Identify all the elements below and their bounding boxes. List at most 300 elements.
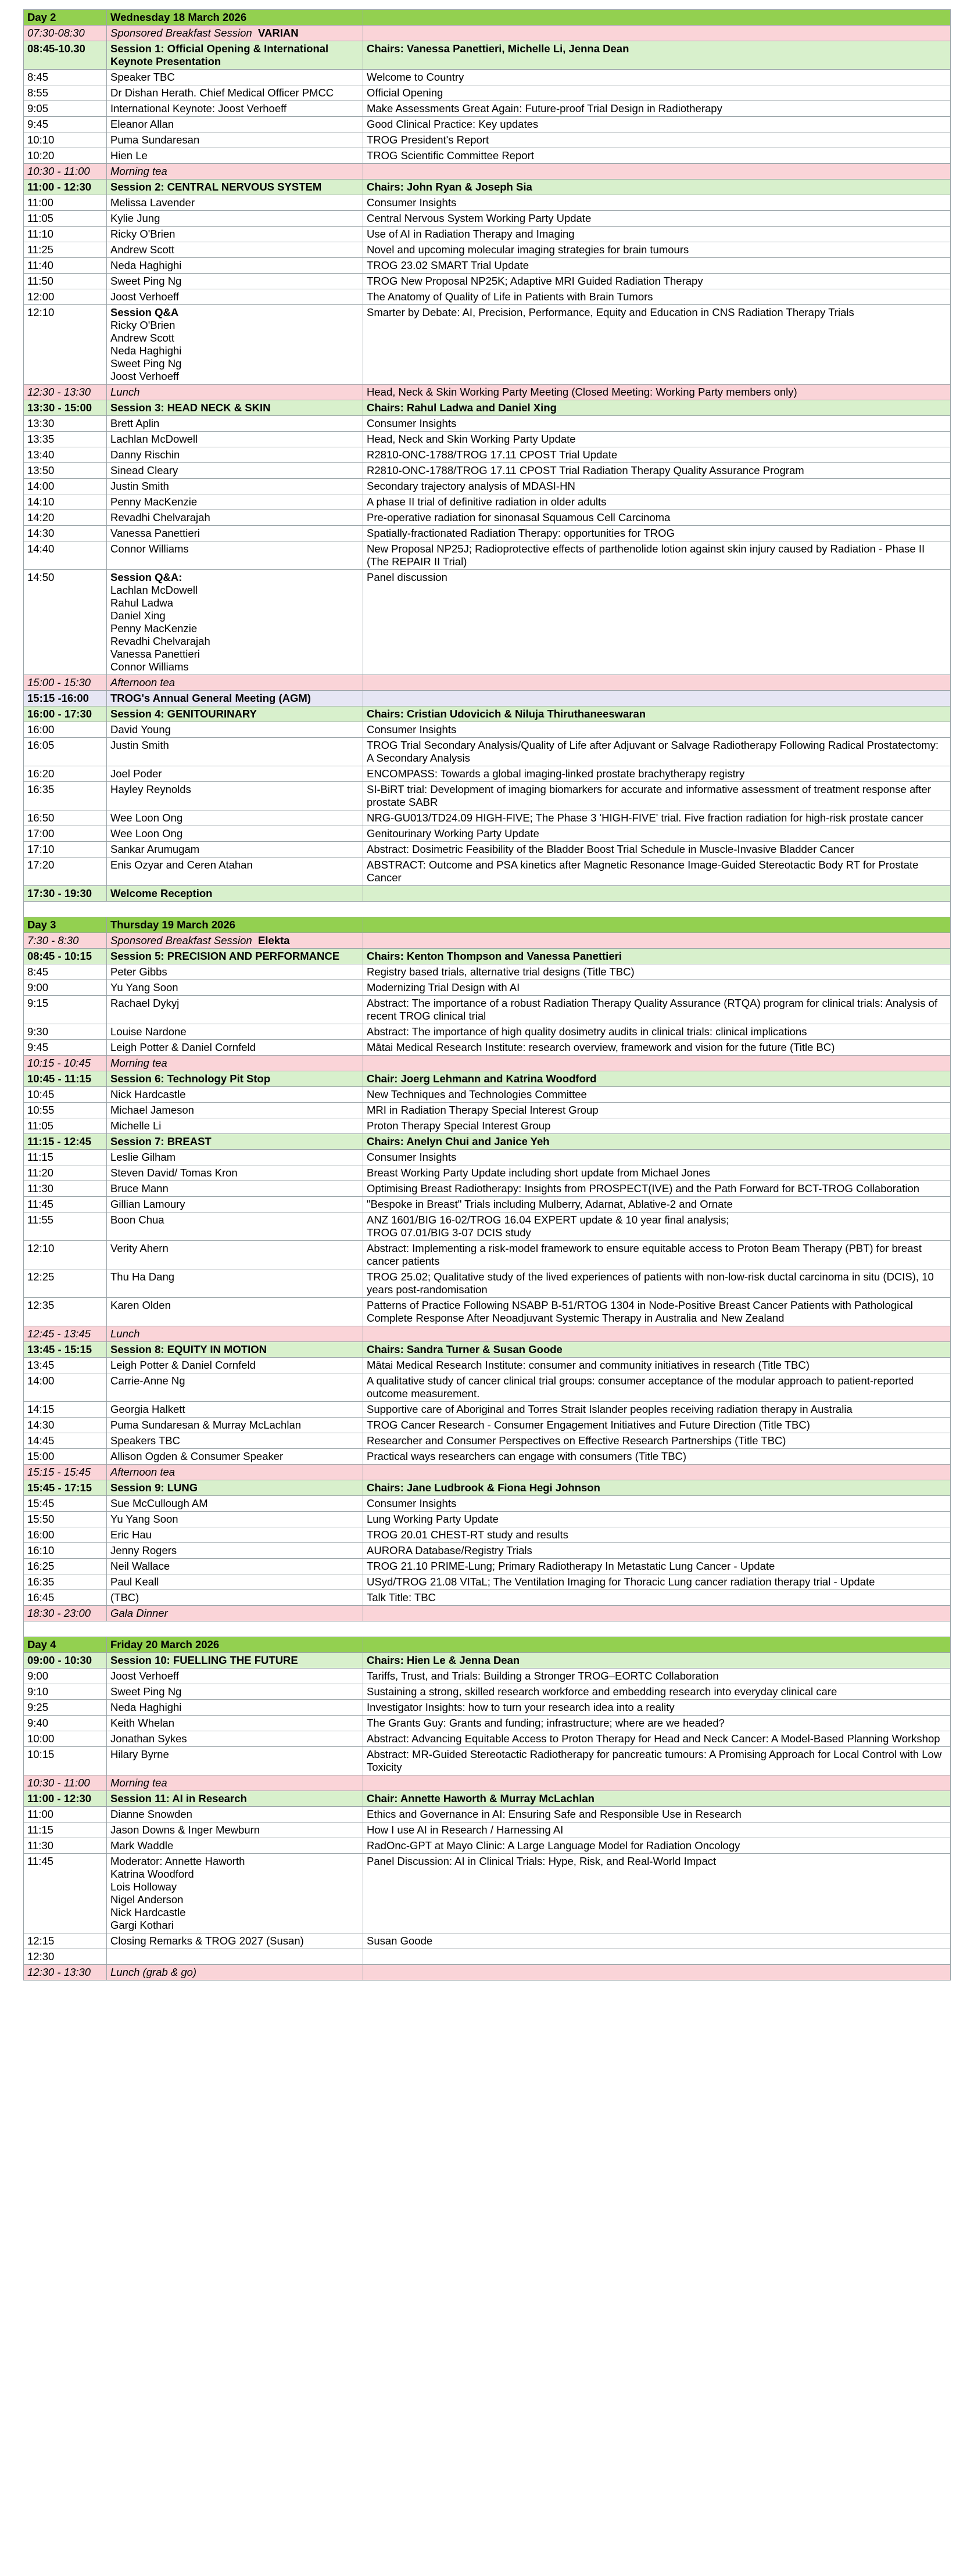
description-cell: Sustaining a strong, skilled research workforce and embedding research into everyday clinical care <box>363 1684 951 1700</box>
description-cell: Abstract: The importance of a robust Radiation Therapy Quality Assurance (RTQA) program for clinical trials: Analysis of recent TROG clinical trial <box>363 996 951 1024</box>
description-cell <box>363 1775 951 1791</box>
time-cell: 11:25 <box>24 242 107 258</box>
title-cell: Yu Yang Soon <box>107 1512 363 1527</box>
time-cell: 10:20 <box>24 148 107 164</box>
description-cell: TROG Scientific Committee Report <box>363 148 951 164</box>
title-cell: Kylie Jung <box>107 211 363 227</box>
break-row <box>24 675 951 691</box>
description-cell: New Techniques and Technologies Committee <box>363 1087 951 1103</box>
talk-row <box>24 1241 951 1269</box>
time-cell: 17:20 <box>24 858 107 886</box>
panel-member: Nigel Anderson <box>110 1893 184 1906</box>
title-cell: Dr Dishan Herath. Chief Medical Officer PMCC <box>107 85 363 101</box>
title-cell: Louise Nardone <box>107 1024 363 1040</box>
talk-row <box>24 1165 951 1181</box>
time-cell: 11:45 <box>24 1854 107 1933</box>
time-cell: 11:40 <box>24 258 107 274</box>
time-cell: 11:30 <box>24 1181 107 1197</box>
title-cell: Hilary Byrne <box>107 1747 363 1775</box>
talk-row <box>24 1358 951 1373</box>
time-cell: 11:15 <box>24 1150 107 1165</box>
description-cell: Tariffs, Trust, and Trials: Building a Stronger TROG–EORTC Collaboration <box>363 1669 951 1684</box>
session-header-row <box>24 1342 951 1358</box>
panel-member: Joost Verhoeff <box>110 370 179 382</box>
time-cell: 11:45 <box>24 1197 107 1212</box>
description-cell: Abstract: MR-Guided Stereotactic Radiotherapy for pancreatic tumours: A Promising Approach for Local Control with Low Toxicity <box>363 1747 951 1775</box>
title-cell: Sankar Arumugam <box>107 842 363 858</box>
title-cell: (TBC) <box>107 1590 363 1606</box>
title-cell: Lunch <box>107 385 363 400</box>
description-cell <box>363 675 951 691</box>
time-cell: 9:15 <box>24 996 107 1024</box>
description-cell <box>363 886 951 902</box>
talk-row <box>24 1150 951 1165</box>
talk-row <box>24 479 951 494</box>
talk-row <box>24 1716 951 1731</box>
time-cell: 16:50 <box>24 810 107 826</box>
panel-member: Nick Hardcastle <box>110 1906 186 1918</box>
description-cell <box>363 1326 951 1342</box>
talk-row <box>24 1949 951 1965</box>
description-cell: NRG-GU013/TD24.09 HIGH-FIVE; The Phase 3 'HIGH-FIVE' trial. Five fraction radiation for high-risk prostate cancer <box>363 810 951 826</box>
description-cell: "Bespoke in Breast" Trials including Mulberry, Adarnat, Ablative-2 and Ornate <box>363 1197 951 1212</box>
description-cell: Genitourinary Working Party Update <box>363 826 951 842</box>
title-cell <box>107 305 363 385</box>
title-cell: Morning tea <box>107 164 363 180</box>
title-cell: Eleanor Allan <box>107 117 363 132</box>
description-cell: Consumer Insights <box>363 416 951 432</box>
description-cell: Mātai Medical Research Institute: research overview, framework and vision for the future (Title BC) <box>363 1040 951 1056</box>
panel-member: Andrew Scott <box>110 332 175 344</box>
time-cell: 13:45 - 15:15 <box>24 1342 107 1358</box>
talk-row <box>24 1087 951 1103</box>
description-cell: Use of AI in Radiation Therapy and Imaging <box>363 227 951 242</box>
description-cell: Official Opening <box>363 85 951 101</box>
time-cell: 15:15 -16:00 <box>24 691 107 706</box>
title-cell: Jenny Rogers <box>107 1543 363 1559</box>
description-cell: Chair: Annette Haworth & Murray McLachlan <box>363 1791 951 1807</box>
session-header-row <box>24 706 951 722</box>
program-table <box>23 9 951 1981</box>
talk-row <box>24 738 951 766</box>
talk-row <box>24 148 951 164</box>
description-cell: Panel discussion <box>363 570 951 675</box>
session-header-row <box>24 949 951 964</box>
title-cell: Hien Le <box>107 148 363 164</box>
time-cell: 15:00 <box>24 1449 107 1465</box>
title-cell: Carrie-Anne Ng <box>107 1373 363 1402</box>
talk-row <box>24 1807 951 1822</box>
talk-row <box>24 211 951 227</box>
time-cell: 11:00 - 12:30 <box>24 1791 107 1807</box>
break-row <box>24 1775 951 1791</box>
time-cell: 12:30 - 13:30 <box>24 385 107 400</box>
description-cell <box>363 10 951 26</box>
panel-member: Neda Haghighi <box>110 345 182 357</box>
talk-row <box>24 1433 951 1449</box>
description-cell <box>363 917 951 933</box>
day-header-row <box>24 917 951 933</box>
title-cell: Andrew Scott <box>107 242 363 258</box>
time-cell: 14:10 <box>24 494 107 510</box>
description-cell: Lung Working Party Update <box>363 1512 951 1527</box>
title-cell: Thursday 19 March 2026 <box>107 917 363 933</box>
description-cell: MRI in Radiation Therapy Special Interest Group <box>363 1103 951 1118</box>
time-cell: 9:10 <box>24 1684 107 1700</box>
panel-member: Daniel Xing <box>110 609 166 622</box>
title-cell: Leigh Potter & Daniel Cornfeld <box>107 1040 363 1056</box>
talk-row <box>24 1684 951 1700</box>
time-cell: 15:45 - 17:15 <box>24 1480 107 1496</box>
panel-member: Penny MacKenzie <box>110 622 198 634</box>
talk-row <box>24 1103 951 1118</box>
time-cell: 16:00 <box>24 1527 107 1543</box>
title-cell: Yu Yang Soon <box>107 980 363 996</box>
title-cell: Session 6: Technology Pit Stop <box>107 1071 363 1087</box>
session-header-row <box>24 1071 951 1087</box>
title-cell <box>107 933 363 949</box>
title-cell: Neda Haghighi <box>107 258 363 274</box>
description-cell: Consumer Insights <box>363 1496 951 1512</box>
title-cell: Closing Remarks & TROG 2027 (Susan) <box>107 1933 363 1949</box>
title-cell: Welcome Reception <box>107 886 363 902</box>
title-cell: Jason Downs & Inger Mewburn <box>107 1822 363 1838</box>
time-cell: 11:05 <box>24 211 107 227</box>
agm-row <box>24 691 951 706</box>
title-cell: Joost Verhoeff <box>107 289 363 305</box>
title-cell: Michael Jameson <box>107 1103 363 1118</box>
panel-heading: Session Q&A <box>110 306 179 318</box>
sponsored-label: Sponsored Breakfast Session <box>110 934 252 946</box>
description-cell: Chairs: Cristian Udovicich & Niluja Thiruthaneeswaran <box>363 706 951 722</box>
title-cell: Karen Olden <box>107 1298 363 1326</box>
talk-row <box>24 1402 951 1418</box>
description-cell: How I use AI in Research / Harnessing AI <box>363 1822 951 1838</box>
talk-row <box>24 1212 951 1241</box>
time-cell: 8:45 <box>24 964 107 980</box>
description-cell <box>363 1212 951 1241</box>
time-cell: 11:50 <box>24 274 107 289</box>
time-cell: 10:10 <box>24 132 107 148</box>
talk-row <box>24 722 951 738</box>
title-cell: Neil Wallace <box>107 1559 363 1574</box>
talk-row <box>24 826 951 842</box>
time-cell: 9:45 <box>24 1040 107 1056</box>
talk-row <box>24 101 951 117</box>
description-cell: Proton Therapy Special Interest Group <box>363 1118 951 1134</box>
time-cell: 11:00 <box>24 1807 107 1822</box>
spacer-cell <box>24 1621 951 1637</box>
time-cell: 13:30 - 15:00 <box>24 400 107 416</box>
time-cell: 16:10 <box>24 1543 107 1559</box>
description-cell: Practical ways researchers can engage with consumers (Title TBC) <box>363 1449 951 1465</box>
time-cell: 16:35 <box>24 1574 107 1590</box>
title-cell: Session 10: FUELLING THE FUTURE <box>107 1653 363 1669</box>
time-cell: 12:30 <box>24 1949 107 1965</box>
talk-row <box>24 1269 951 1298</box>
session-header-row <box>24 400 951 416</box>
description-cell: Modernizing Trial Design with AI <box>363 980 951 996</box>
talk-row <box>24 242 951 258</box>
title-cell: Leslie Gilham <box>107 1150 363 1165</box>
sponsored-session-row <box>24 26 951 41</box>
title-cell: Afternoon tea <box>107 1465 363 1480</box>
time-cell: 14:30 <box>24 1418 107 1433</box>
title-cell: Sue McCullough AM <box>107 1496 363 1512</box>
title-cell: Speaker TBC <box>107 70 363 85</box>
title-cell: Gala Dinner <box>107 1606 363 1621</box>
time-cell: 12:15 <box>24 1933 107 1949</box>
title-cell: Penny MacKenzie <box>107 494 363 510</box>
description-cell: TROG Trial Secondary Analysis/Quality of Life after Adjuvant or Salvage Radiotherapy Following Radical Prostatectomy: A Secondary Analysis <box>363 738 951 766</box>
talk-row <box>24 1933 951 1949</box>
title-cell <box>107 1854 363 1933</box>
title-cell: Wednesday 18 March 2026 <box>107 10 363 26</box>
description-cell: Abstract: Implementing a risk-model framework to ensure equitable access to Proton Beam Therapy (PBT) for breast cancer patients <box>363 1241 951 1269</box>
description-cell: R2810-ONC-1788/TROG 17.11 CPOST Trial Radiation Therapy Quality Assurance Program <box>363 463 951 479</box>
title-cell: Justin Smith <box>107 738 363 766</box>
title-cell <box>107 26 363 41</box>
time-cell: 12:10 <box>24 305 107 385</box>
talk-row <box>24 447 951 463</box>
title-cell: Session 9: LUNG <box>107 1480 363 1496</box>
talk-row <box>24 541 951 570</box>
description-cell: New Proposal NP25J; Radioprotective effects of parthenolide lotion against skin injury caused by Radiation - Phase II (The REPAIR II Trial) <box>363 541 951 570</box>
title-cell: Allison Ogden & Consumer Speaker <box>107 1449 363 1465</box>
session-header-row <box>24 1653 951 1669</box>
session-header-row <box>24 1791 951 1807</box>
title-cell: Connor Williams <box>107 541 363 570</box>
talk-row <box>24 416 951 432</box>
break-row <box>24 385 951 400</box>
description-line: TROG 07.01/BIG 3-07 DCIS study <box>367 1226 531 1239</box>
session-header-row <box>24 1480 951 1496</box>
title-cell: Session 7: BREAST <box>107 1134 363 1150</box>
title-cell: Joel Poder <box>107 766 363 782</box>
time-cell: 12:00 <box>24 289 107 305</box>
day-header-row <box>24 10 951 26</box>
description-cell: Investigator Insights: how to turn your research idea into a reality <box>363 1700 951 1716</box>
title-cell: Mark Waddle <box>107 1838 363 1854</box>
time-cell: 16:45 <box>24 1590 107 1606</box>
description-cell: Chairs: John Ryan & Joseph Sia <box>363 180 951 195</box>
break-row <box>24 1326 951 1342</box>
time-cell: 10:55 <box>24 1103 107 1118</box>
panel-member: Ricky O'Brien <box>110 319 176 331</box>
talk-row <box>24 1838 951 1854</box>
description-cell <box>363 164 951 180</box>
break-row <box>24 164 951 180</box>
talk-row <box>24 766 951 782</box>
time-cell: 18:30 - 23:00 <box>24 1606 107 1621</box>
time-cell: 11:55 <box>24 1212 107 1241</box>
session-header-row <box>24 41 951 70</box>
time-cell: 8:55 <box>24 85 107 101</box>
talk-row <box>24 1373 951 1402</box>
time-cell: 10:30 - 11:00 <box>24 164 107 180</box>
time-cell: 10:15 - 10:45 <box>24 1056 107 1071</box>
talk-row <box>24 274 951 289</box>
title-cell: Neda Haghighi <box>107 1700 363 1716</box>
panel-heading: Moderator: Annette Haworth <box>110 1855 245 1867</box>
talk-row <box>24 1496 951 1512</box>
time-cell: 13:50 <box>24 463 107 479</box>
description-cell: TROG 21.10 PRIME-Lung; Primary Radiotherapy In Metastatic Lung Cancer - Update <box>363 1559 951 1574</box>
time-cell: 12:30 - 13:30 <box>24 1965 107 1981</box>
talk-row <box>24 1418 951 1433</box>
description-cell: Good Clinical Practice: Key updates <box>363 117 951 132</box>
talk-row <box>24 1298 951 1326</box>
time-cell: 9:30 <box>24 1024 107 1040</box>
break-row <box>24 1606 951 1621</box>
session-header-row <box>24 886 951 902</box>
title-cell: Sinead Cleary <box>107 463 363 479</box>
talk-row <box>24 494 951 510</box>
description-line: ANZ 1601/BIG 16-02/TROG 16.04 EXPERT update & 10 year final analysis; <box>367 1214 729 1226</box>
time-cell: 11:15 - 12:45 <box>24 1134 107 1150</box>
time-cell: 11:00 - 12:30 <box>24 180 107 195</box>
description-cell <box>363 1056 951 1071</box>
title-cell: Morning tea <box>107 1775 363 1791</box>
spacer-row <box>24 902 951 917</box>
description-cell: TROG President's Report <box>363 132 951 148</box>
title-cell: Wee Loon Ong <box>107 826 363 842</box>
description-cell: Breast Working Party Update including short update from Michael Jones <box>363 1165 951 1181</box>
time-cell: 13:35 <box>24 432 107 447</box>
description-cell: Registry based trials, alternative trial designs (Title TBC) <box>363 964 951 980</box>
title-cell: Puma Sundaresan & Murray McLachlan <box>107 1418 363 1433</box>
talk-row <box>24 1543 951 1559</box>
time-cell: 11:30 <box>24 1838 107 1854</box>
title-cell: Verity Ahern <box>107 1241 363 1269</box>
talk-row <box>24 980 951 996</box>
spacer-row <box>24 1621 951 1637</box>
time-cell: 9:25 <box>24 1700 107 1716</box>
description-cell: Supportive care of Aboriginal and Torres Strait Islander peoples receiving radiation therapy in Australia <box>363 1402 951 1418</box>
sponsor-name: VARIAN <box>258 27 299 39</box>
talk-row <box>24 858 951 886</box>
talk-row <box>24 996 951 1024</box>
description-cell: Consumer Insights <box>363 1150 951 1165</box>
title-cell: Lachlan McDowell <box>107 432 363 447</box>
title-cell: Session 4: GENITOURINARY <box>107 706 363 722</box>
description-cell: Make Assessments Great Again: Future-proof Trial Design in Radiotherapy <box>363 101 951 117</box>
title-cell: David Young <box>107 722 363 738</box>
talk-row <box>24 432 951 447</box>
description-cell <box>363 691 951 706</box>
description-cell <box>363 1965 951 1981</box>
time-cell: 15:45 <box>24 1496 107 1512</box>
time-cell: 14:30 <box>24 526 107 541</box>
time-cell: 10:00 <box>24 1731 107 1747</box>
talk-row <box>24 1040 951 1056</box>
description-cell: A qualitative study of cancer clinical trial groups: consumer acceptance of the modular approach to patient-reported outcome measurement. <box>363 1373 951 1402</box>
time-cell: Day 3 <box>24 917 107 933</box>
title-cell: Steven David/ Tomas Kron <box>107 1165 363 1181</box>
time-cell: 9:05 <box>24 101 107 117</box>
time-cell: 17:00 <box>24 826 107 842</box>
panel-member: Revadhi Chelvarajah <box>110 635 210 647</box>
description-cell: Smarter by Debate: AI, Precision, Performance, Equity and Education in CNS Radiation Therapy Trials <box>363 305 951 385</box>
description-cell: Consumer Insights <box>363 722 951 738</box>
title-cell: Nick Hardcastle <box>107 1087 363 1103</box>
time-cell: 11:00 <box>24 195 107 211</box>
talk-row <box>24 1449 951 1465</box>
title-cell: Speakers TBC <box>107 1433 363 1449</box>
title-cell: Rachael Dykyj <box>107 996 363 1024</box>
time-cell: 14:40 <box>24 541 107 570</box>
description-cell: The Anatomy of Quality of Life in Patients with Brain Tumors <box>363 289 951 305</box>
title-cell: Lunch <box>107 1326 363 1342</box>
talk-row <box>24 842 951 858</box>
description-cell <box>363 933 951 949</box>
time-cell: 14:45 <box>24 1433 107 1449</box>
title-cell: Afternoon tea <box>107 675 363 691</box>
time-cell: 17:30 - 19:30 <box>24 886 107 902</box>
description-cell: Researcher and Consumer Perspectives on Effective Research Partnerships (Title TBC) <box>363 1433 951 1449</box>
time-cell: 11:05 <box>24 1118 107 1134</box>
time-cell: 17:10 <box>24 842 107 858</box>
talk-row <box>24 1118 951 1134</box>
time-cell: 10:15 <box>24 1747 107 1775</box>
description-cell: The Grants Guy: Grants and funding; infrastructure; where are we headed? <box>363 1716 951 1731</box>
time-cell: 16:00 <box>24 722 107 738</box>
talk-row <box>24 1527 951 1543</box>
talk-row <box>24 964 951 980</box>
time-cell: 14:50 <box>24 570 107 675</box>
panel-row <box>24 305 951 385</box>
talk-row <box>24 195 951 211</box>
talk-row <box>24 85 951 101</box>
title-cell: Session 11: AI in Research <box>107 1791 363 1807</box>
panel-member: Lois Holloway <box>110 1881 177 1893</box>
description-cell: Pre-operative radiation for sinonasal Squamous Cell Carcinoma <box>363 510 951 526</box>
title-cell: Leigh Potter & Daniel Cornfeld <box>107 1358 363 1373</box>
title-cell: Session 5: PRECISION AND PERFORMANCE <box>107 949 363 964</box>
talk-row <box>24 132 951 148</box>
description-cell: SI-BiRT trial: Development of imaging biomarkers for accurate and informative assessment of treatment response after prostate SABR <box>363 782 951 810</box>
time-cell: 16:20 <box>24 766 107 782</box>
description-cell: Chairs: Kenton Thompson and Vanessa Panettieri <box>363 949 951 964</box>
talk-row <box>24 1574 951 1590</box>
description-cell: A phase II trial of definitive radiation in older adults <box>363 494 951 510</box>
talk-row <box>24 1559 951 1574</box>
break-row <box>24 1056 951 1071</box>
talk-row <box>24 1731 951 1747</box>
break-row <box>24 1465 951 1480</box>
program-body <box>24 10 951 1981</box>
time-cell: 08:45-10.30 <box>24 41 107 70</box>
description-cell: Mātai Medical Research Institute: consumer and community initiatives in research (Title TBC) <box>363 1358 951 1373</box>
title-cell: Vanessa Panettieri <box>107 526 363 541</box>
time-cell: 12:45 - 13:45 <box>24 1326 107 1342</box>
time-cell: 11:10 <box>24 227 107 242</box>
time-cell: 12:25 <box>24 1269 107 1298</box>
description-cell: Abstract: Dosimetric Feasibility of the Bladder Boost Trial Schedule in Muscle-Invasive Bladder Cancer <box>363 842 951 858</box>
talk-row <box>24 227 951 242</box>
title-cell: Michelle Li <box>107 1118 363 1134</box>
description-cell: Head, Neck & Skin Working Party Meeting (Closed Meeting: Working Party members only) <box>363 385 951 400</box>
time-cell: 16:35 <box>24 782 107 810</box>
description-cell <box>363 1949 951 1965</box>
panel-member: Katrina Woodford <box>110 1868 194 1880</box>
description-cell: Optimising Breast Radiotherapy: Insights from PROSPECT(IVE) and the Path Forward for BCT-TROG Collaboration <box>363 1181 951 1197</box>
time-cell: 14:20 <box>24 510 107 526</box>
talk-row <box>24 810 951 826</box>
time-cell: 16:00 - 17:30 <box>24 706 107 722</box>
time-cell: 7:30 - 8:30 <box>24 933 107 949</box>
description-cell: RadOnc-GPT at Mayo Clinic: A Large Language Model for Radiation Oncology <box>363 1838 951 1854</box>
